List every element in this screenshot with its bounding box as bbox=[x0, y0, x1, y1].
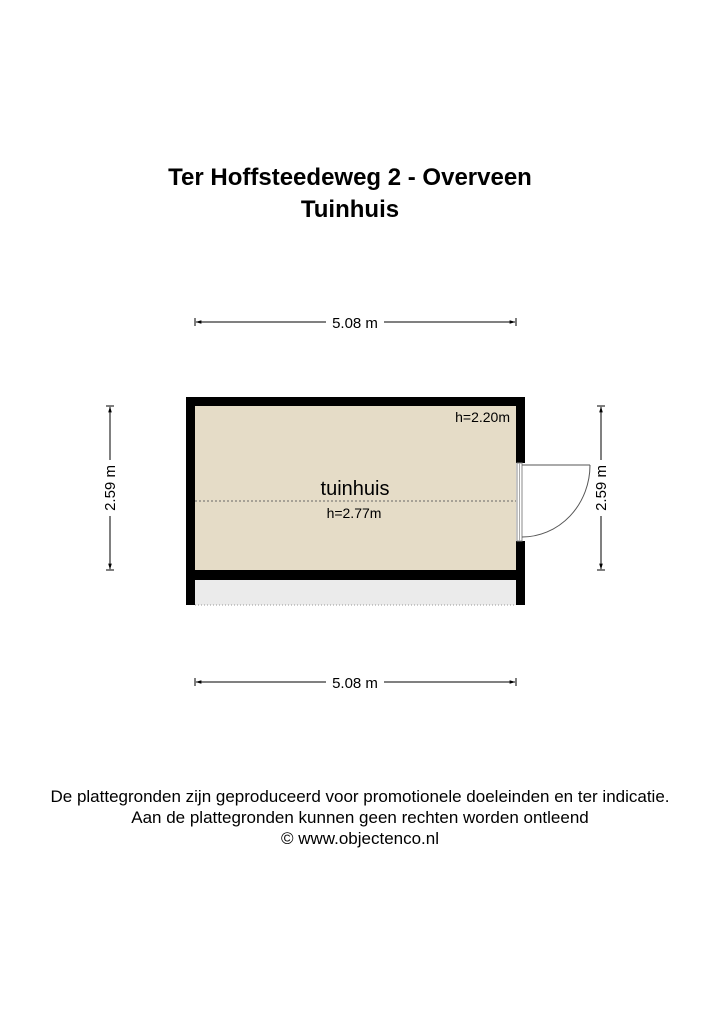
room-label: tuinhuis bbox=[320, 478, 390, 500]
room-height-label: h=2.77m bbox=[326, 505, 382, 521]
copyright-line: © www.objectenco.nl bbox=[280, 829, 440, 848]
terrace-strip bbox=[195, 580, 516, 605]
dimension-right-label: 2.59 m bbox=[593, 465, 610, 511]
disclaimer-line-2: Aan de plattegronden kunnen geen rechten worden ontleend bbox=[131, 808, 589, 827]
dimension-top-label: 5.08 m bbox=[332, 315, 378, 332]
dimension-top bbox=[195, 315, 516, 332]
dimension-right bbox=[593, 406, 610, 570]
plan-building-title: Tuinhuis bbox=[300, 196, 400, 223]
dimension-bottom bbox=[195, 675, 516, 692]
dimension-left bbox=[102, 406, 119, 570]
low-height-label: h=2.20m bbox=[455, 409, 510, 425]
door bbox=[517, 463, 590, 541]
disclaimer-line-1: De plattegronden zijn geproduceerd voor promotionele doeleinden en ter indicatie. bbox=[50, 787, 670, 806]
dimension-left-label: 2.59 m bbox=[102, 465, 119, 511]
dimension-bottom-label: 5.08 m bbox=[332, 675, 378, 692]
plan-address-title: Ter Hoffsteedeweg 2 - Overveen bbox=[168, 164, 532, 191]
